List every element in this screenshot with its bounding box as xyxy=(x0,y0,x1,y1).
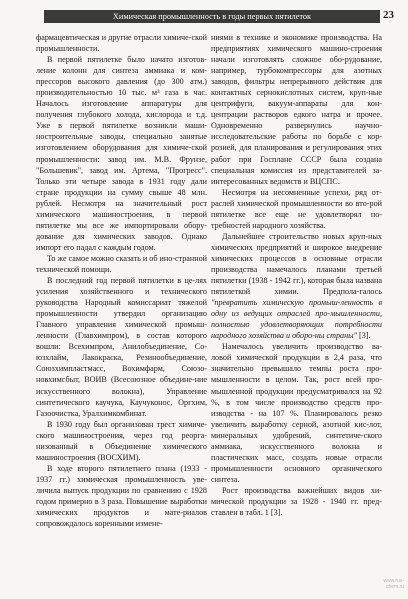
paragraph xyxy=(36,419,207,463)
right-column xyxy=(211,32,382,518)
paragraph-text: Намечалось увеличить производство ва-ловой химической продукции в 2,4 раза, что значительно превышало темпы роста про-мышленности в целом. Так, рост всей про-мышленной продукции предусматривался на 92 %, в том числе производство средств про-изводства - на 107 %. Планировалось резко увеличить выработку серной, азотной кис-лот, минеральных удобрений, синтетиче-ского аммиака, искусственного волокна и пластических масс, создать новые отрасли промышленности основного органического синтеза. xyxy=(211,342,382,484)
paragraph xyxy=(211,187,382,231)
page-number: 23 xyxy=(383,9,394,21)
paragraph-text: В последний год первой пятилетки в це-лях усиления хозяйственного и технического руководства Народный комиссариат тяжелой промышленности утвердил организацию Главного управления химической промыш-ленности (Главхимпром), в состав которого вошли: Всехимпром, Анилобъединение, Со-юзхлайм, Лакокраска, Резинообъединение, Союзхимпластмасс, Вохимфарм, Союзо-новхимсбыт, ВОИВ (Всесоюзное объедине-ние искусственного волокна), Управление синтетического каучука, Каучуконос, Оргхим, Газоочистка, Уралхимкомбинат. xyxy=(36,276,207,418)
paragraph xyxy=(36,463,207,529)
paragraph-text: Дальнейшее строительство новых круп-ных химических предприятий и широкое внедрение химических процессов в основные отрасли производства намечалось планами третьей пятилетки (1938 - 1942 гг.), которая была названа пятилеткой химии. Предпола-галось xyxy=(211,231,382,297)
paragraph xyxy=(36,54,207,253)
paragraph-text: фармацевтическая и другие отрасли химиче-ской промышленности. xyxy=(36,33,207,54)
paragraph-text: Несмотря на несомненные успехи, ряд от-раслей химической промышленности во вто-рой пятилетке все еще не удовлетворял по-требностей народного хозяйства. xyxy=(211,187,382,230)
paragraph-text: Рост производства важнейших видов хи-мической продукции за 1928 - 1940 гг. пред-ставлен в табл. 1 [3]. xyxy=(211,485,382,518)
paragraph xyxy=(36,275,207,419)
paragraph xyxy=(211,231,382,341)
paragraph-text: В 1930 году был организован трест химиче-ского машиностроения, через год реорга-низованный в Объединение химического машиностроения (ВОСХИМ). xyxy=(36,419,207,462)
watermark-line-2: chem.ru xyxy=(385,584,404,590)
left-column xyxy=(36,32,207,529)
paragraph-text: То же самое можно сказать и об ино-странной технической помощи. xyxy=(36,253,207,274)
quote-text: "превратить химическую промыш-ленность в одну из ведущих отраслей про-мышленности, полностью удовлетворяющих потребности народного хозяйства и оборо-ны страны" xyxy=(211,298,382,341)
paragraph-text: В первой пятилетке было начато изготов-ление колонн для синтеза аммиака и ком-прессоров высокого давления (до 300 атм.) производительностью 10 тыс. м³ газа в час. Началось изготовление аппаратуры для получения глубокого холода, кислорода и т.д. Уже в первой пятилетке возникли маши-ностроительные заводы, специально занятые изготовлением оборудования для химиче-ской промышленности: завод им. М.В. Фрунзе, "Большевик", завод им. Артема, "Прогресс". Только эти четыре завода в 1931 году дали стране продукции на сумму свыше 48 млн. рублей. Несмотря на значительный рост химического машиностроения, в первой пятилетке мы все же импортировали обору-дование для химических заводов. Однако импорт его падал с каждым годом. xyxy=(36,55,207,252)
paragraph-text: В ходе второго пятилетнего плана (1933 - 1937 гг.) химическая промышленность уве-личила выпуск продукции по сравнению с 1928 годом примерно в 3 раза. Повышение выработки химических продуктов и мате-риалов сопровождалось коренными измене- xyxy=(36,463,207,529)
running-header xyxy=(44,10,380,23)
corner-watermark xyxy=(340,578,404,590)
paragraph xyxy=(211,32,382,187)
watermark-line-1: www.rus- xyxy=(383,578,404,584)
citation-text: [3]. xyxy=(359,331,371,341)
running-title: Химическая промышленность в годы первых пятилеток xyxy=(112,12,312,21)
paragraph-text: ниями в технике и экономике производства. На предприятиях химического машино-строения начали изготовлять сложное обо-рудование, например, турбокомпрессоры для азотных заводов, фильтры непрерывного действия для контактных сернокислотных систем, круп-ные центрифуги, вакуум-аппараты для кон-центрации растворов едкого натра и прочее. Одновременно развернулись научно-исследовательские работы по борьбе с кор-розией, для планирования и регулирования этих работ при Госплане СССР была создана специальная комиссия из представителей за-интересованных ведомств и ВЦСПС. xyxy=(211,33,382,186)
paragraph xyxy=(36,253,207,275)
paragraph xyxy=(36,32,207,54)
paragraph xyxy=(211,485,382,518)
paragraph xyxy=(211,341,382,485)
